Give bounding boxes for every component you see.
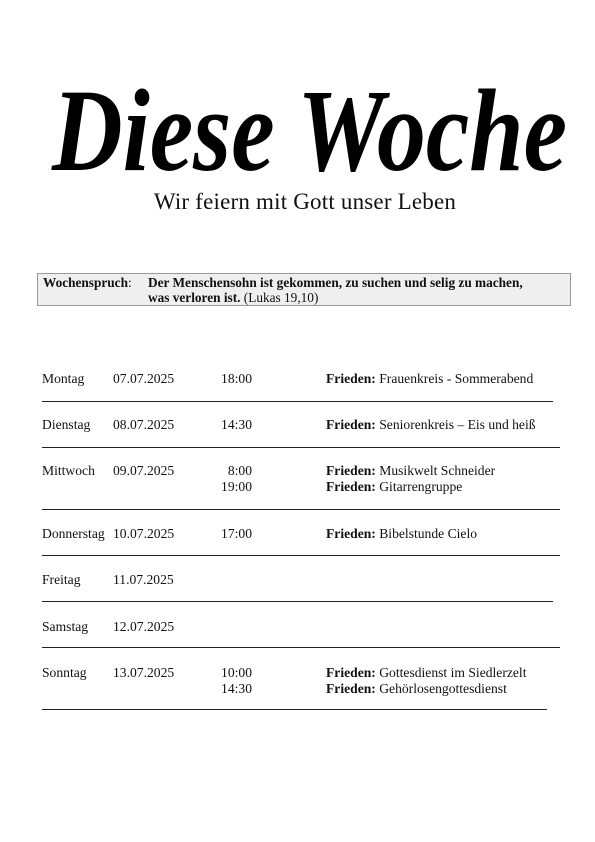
day-label: Dienstag xyxy=(42,417,91,432)
day-label: Freitag xyxy=(42,572,81,587)
event-time: 17:00 xyxy=(221,526,252,541)
wochenspruch-line1: Der Menschensohn ist gekommen, zu suchen und selig zu machen, xyxy=(148,275,523,290)
date-label: 08.07.2025 xyxy=(113,417,175,432)
date-label: 13.07.2025 xyxy=(113,665,175,680)
event-entry: Frieden: Gehörlosengottesdienst xyxy=(326,681,507,696)
wochenspruch-label: Wochenspruch xyxy=(43,275,128,290)
title-graphic xyxy=(0,18,595,198)
day-label: Donnerstag xyxy=(42,526,105,541)
event-time: 10:00 xyxy=(221,665,252,680)
event-entry: Frieden: Gottesdienst im Siedlerzelt xyxy=(326,665,527,680)
date-label: 09.07.2025 xyxy=(113,463,175,478)
day-label: Mittwoch xyxy=(42,463,95,478)
event-entry: Frieden: Bibelstunde Cielo xyxy=(326,526,478,541)
day-label: Samstag xyxy=(42,619,89,634)
event-time: 8:00 xyxy=(227,463,252,478)
page-title xyxy=(0,18,595,198)
event-entry: Frieden: Seniorenkreis – Eis und heiß xyxy=(326,417,536,432)
event-entry: Frieden: Gitarrengruppe xyxy=(326,479,463,494)
day-label: Sonntag xyxy=(42,665,87,680)
wochenspruch-label-wrap xyxy=(43,275,132,290)
event-time: 19:00 xyxy=(221,479,252,494)
row-divider xyxy=(42,601,553,602)
row-divider xyxy=(42,647,560,648)
row-divider xyxy=(42,401,553,402)
row-divider xyxy=(42,447,560,448)
wochenspruch-line2: was verloren ist. (Lukas 19,10) xyxy=(148,290,319,305)
event-entry: Frieden: Musikwelt Schneider xyxy=(326,463,496,478)
wochenspruch-box xyxy=(37,273,571,306)
row-divider xyxy=(42,709,547,710)
title-text: Diese Woche xyxy=(51,65,568,196)
day-label: Montag xyxy=(42,371,85,386)
event-time: 18:00 xyxy=(221,371,252,386)
date-label: 12.07.2025 xyxy=(113,619,175,634)
event-time: 14:30 xyxy=(221,417,252,432)
event-time: 14:30 xyxy=(221,681,252,696)
date-label: 10.07.2025 xyxy=(113,526,175,541)
date-label: 07.07.2025 xyxy=(113,371,175,386)
row-divider xyxy=(42,555,560,556)
wochenspruch-colon: : xyxy=(127,275,132,290)
event-entry: Frieden: Frauenkreis - Sommerabend xyxy=(326,371,534,386)
subtitle: Wir feiern mit Gott unser Leben xyxy=(153,189,457,214)
date-label: 11.07.2025 xyxy=(113,572,174,587)
wochenspruch-reference: (Lukas 19,10) xyxy=(240,290,319,305)
row-divider xyxy=(42,509,560,510)
